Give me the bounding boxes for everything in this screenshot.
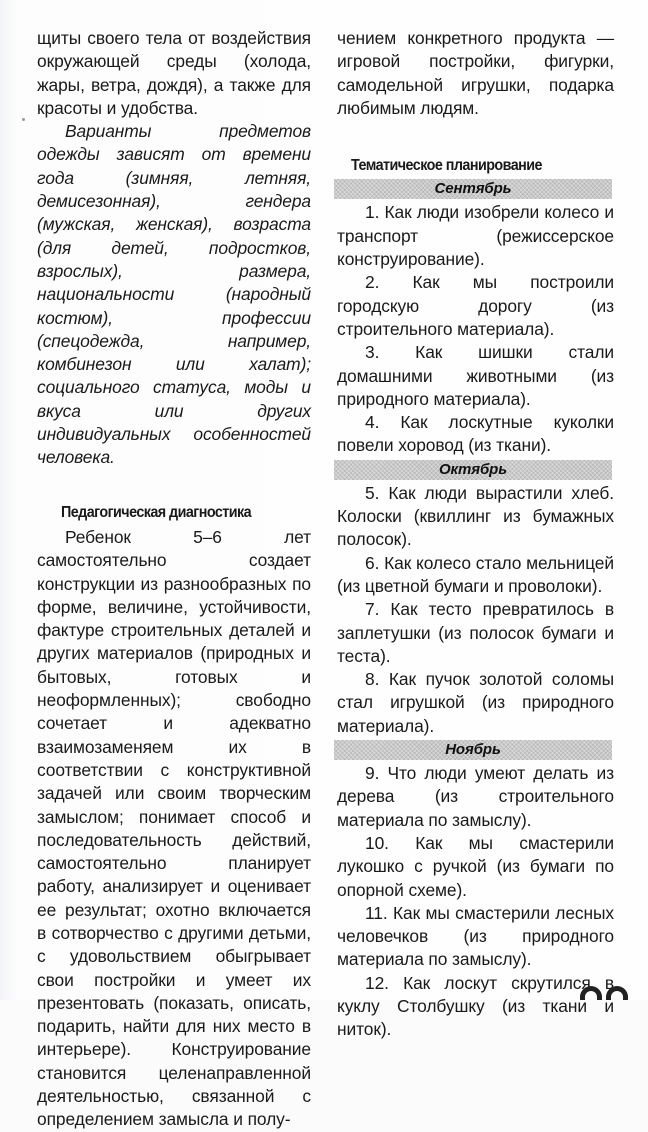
- month-band-september: Сентябрь: [334, 179, 612, 199]
- plan-item: 6. Как колесо стало мельницей (из цветной бумаги и проволоки).: [337, 552, 614, 596]
- plan-item: 7. Как тесто превратилось в заплетушки (из полосок бумаги и теста).: [337, 599, 614, 666]
- pedagogical-diagnostics-heading: Педагогическая диагностика: [61, 503, 252, 521]
- plan-item: 8. Как пучок золотой соломы стал игрушкой (из природного материала).: [337, 669, 614, 736]
- plan-item: 9. Что люди умеют делать из дерева (из строительного материала по замыслу).: [337, 763, 614, 830]
- page-number-clipped: [580, 986, 640, 1000]
- thematic-planning-heading: Тематическое планирование: [351, 157, 542, 175]
- intro-continuation-paragraph: щиты своего тела от воздействия окружающей среды (холода, жары, ветра, дождя), а также для красоты и удобства.: [37, 28, 311, 118]
- plan-item: 5. Как люди вырастили хлеб. Колоски (квиллинг из бумажных полосок).: [337, 482, 614, 550]
- right-column: [337, 27, 614, 1042]
- month-band-october: Октябрь: [334, 460, 612, 480]
- plan-item: 11. Как мы смастерили лесных человечков (из природного материала по замыслу).: [337, 902, 614, 970]
- page-number-digit-shape: [606, 986, 628, 1000]
- plan-item: 1. Как люди изобрели колесо и транспорт (режиссерское конструирование).: [337, 202, 614, 270]
- plan-item: 3. Как шишки стали домашними животными (из природного материала).: [337, 342, 614, 409]
- scan-speck: [22, 118, 25, 121]
- plan-item: 4. Как лоскутные куколки повели хоровод (из ткани).: [337, 412, 614, 456]
- pedagogical-diagnostics-paragraph: Ребенок 5–6 лет самостоятельно создает конструкции из разнообразных по форме, величине, устойчивости, фактуре строительных деталей и других материалов (природных и бытовых, готовых и неоформленных); свободно сочетает и адекватно взаимозаменяем их в соответствии с конструктивной задачей или своим творческим замыслом; понимает способ и последовательность действий, самостоятельно планирует работу, анализирует и оценивает ее результат; охотно включается в сотворчество с другими детьми, с удовольствием обыгрывает свои постройки и умеет их презентовать (показать, описать, подарить, найти для них место в интерьере). Конструирование становится целенаправленной деятельностью, связанной с определением замысла и полу-: [37, 526, 311, 1130]
- continuation-paragraph: чением конкретного продукта — игровой постройки, фигурки, самодельной игрушки, подарка любимым людям.: [337, 28, 614, 118]
- plan-item: 12. Как лоскут скрутился в куклу Столбушку (из ткани и ниток).: [337, 972, 614, 1040]
- clothing-variants-paragraph: Варианты предметов одежды зависят от времени года (зимняя, летняя, демисезонная), гендера (мужская, женская), возраста (для детей, подростков, взрослых), размера, национальности (народный костюм), профессии (спецодежда, например, комбинезон или халат); социального статуса, моды и вкуса или других индивидуальных особенностей человека.: [37, 121, 311, 468]
- left-column: [37, 27, 311, 1132]
- month-band-november: Ноябрь: [334, 740, 612, 760]
- plan-item: 10. Как мы смастерили лукошко с ручкой (из бумаги по опорной схеме).: [337, 832, 614, 900]
- page-number-digit-shape: [580, 986, 602, 1000]
- plan-item: 2. Как мы построили городскую дорогу (из строительного материала).: [337, 272, 614, 339]
